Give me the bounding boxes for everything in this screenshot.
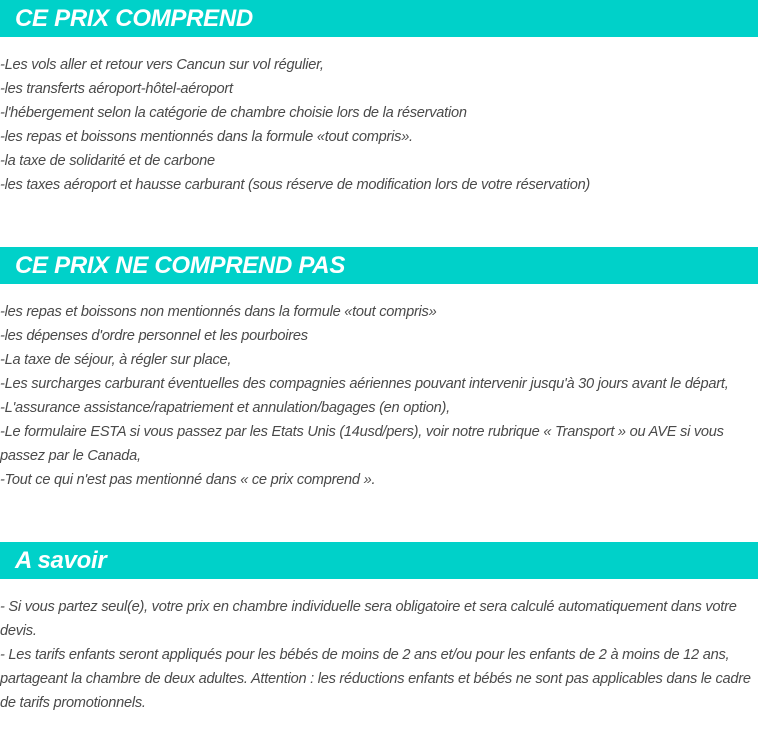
section-header-included: CE PRIX COMPREND [0,0,758,37]
list-item: -Tout ce qui n'est pas mentionné dans « ce prix comprend ». [0,472,376,488]
list-item: - Si vous partez seul(e), votre prix en chambre individuelle sera obligatoire et sera calculé automatiquement dans votre devis. [0,599,737,639]
list-item: -les repas et boissons mentionnés dans la formule «tout compris». [0,129,413,145]
section-included [0,0,758,197]
list-item: -l'hébergement selon la catégorie de chambre choisie lors de la réservation [0,105,467,121]
section-header-good-to-know: A savoir [0,542,758,579]
list-item: -Les surcharges carburant éventuelles des compagnies aériennes pouvant intervenir jusqu'à 30 jours avant le départ, [0,376,729,392]
list-item: -les taxes aéroport et hausse carburant (sous réserve de modification lors de votre réservation) [0,177,591,193]
list-item: -les dépenses d'ordre personnel et les pourboires [0,328,308,344]
section-not-included [0,247,758,492]
good-to-know-list [0,595,758,715]
list-item: -la taxe de solidarité et de carbone [0,153,215,169]
included-list [0,53,758,197]
list-item: -L'assurance assistance/rapatriement et annulation/bagages (en option), [0,400,450,416]
list-item: -Les vols aller et retour vers Cancun sur vol régulier, [0,57,324,73]
not-included-list [0,300,758,492]
section-good-to-know [0,542,758,715]
list-item: -les repas et boissons non mentionnés dans la formule «tout compris» [0,304,437,320]
list-item: -les transferts aéroport-hôtel-aéroport [0,81,233,97]
list-item: -La taxe de séjour, à régler sur place, [0,352,232,368]
list-item: - Les tarifs enfants seront appliqués pour les bébés de moins de 2 ans et/ou pour les enfants de 2 à moins de 12 ans, partageant la chambre de deux adultes. Attention : les réductions enfants et bébés ne sont pas applicables dans le cadre de tarifs promotionnels. [0,647,751,711]
list-item: -Le formulaire ESTA si vous passez par les Etats Unis (14usd/pers), voir notre rubrique « Transport » ou AVE si vous passez par le Canada, [0,424,724,464]
section-header-not-included: CE PRIX NE COMPREND PAS [0,247,758,284]
